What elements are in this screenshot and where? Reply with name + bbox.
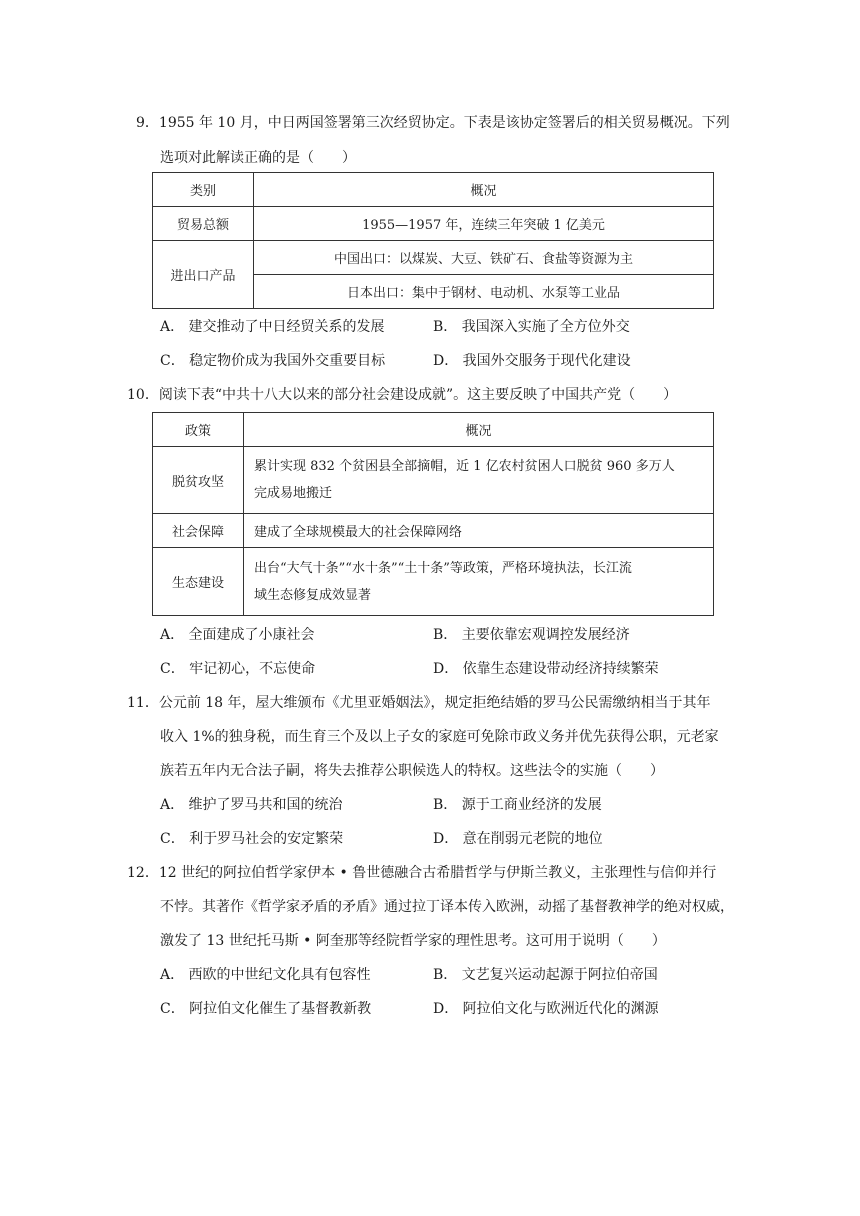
q10-option-a[interactable]: A． 全面建成了小康社会 (160, 627, 315, 643)
q9-row-japan-export: 日本出口：集中于钢材、电动机、水泵等工业品 (254, 275, 714, 309)
q9-option-d[interactable]: D． 我国外交服务于现代化建设 (433, 353, 631, 369)
q12-stem-line3: 激发了 13 世纪托马斯 • 阿奎那等经院哲学家的理性思考。这可用于说明（ ） (160, 933, 666, 949)
q10-row-poverty-line1: 累计实现 832 个贫困县全部摘帽，近 1 亿农村贫困人口脱贫 960 多万人 (254, 459, 675, 474)
q9-row-china-export: 中国出口：以煤炭、大豆、铁矿石、食盐等资源为主 (254, 241, 714, 275)
q10-row-poverty-line2: 完成易地搬迁 (254, 486, 333, 501)
q10-option-b[interactable]: B． 主要依靠宏观调控发展经济 (433, 627, 630, 643)
q10-row-poverty-label: 脱贫攻坚 (153, 447, 244, 514)
q9-option-c[interactable]: C． 稳定物价成为我国外交重要目标 (160, 353, 386, 369)
q10-header-overview: 概况 (244, 413, 714, 447)
q11-stem-line1: 11．公元前 18 年，屋大维颁布《尤里亚婚姻法》，规定拒绝结婚的罗马公民需缴纳相当于其年 (127, 695, 711, 711)
q12-option-c[interactable]: C． 阿拉伯文化催生了基督教新教 (160, 1001, 372, 1017)
q12-option-d[interactable]: D． 阿拉伯文化与欧洲近代化的渊源 (433, 1001, 659, 1017)
q10-option-d[interactable]: D． 依靠生态建设带动经济持续繁荣 (433, 661, 659, 677)
q9-row-total-value: 1955—1957 年，连续三年突破 1 亿美元 (254, 207, 714, 241)
q11-option-b[interactable]: B． 源于工商业经济的发展 (433, 797, 602, 813)
q10-row-security-value: 建成了全球规模最大的社会保障网络 (244, 514, 714, 548)
q9-header-overview: 概况 (254, 173, 714, 207)
q12-option-a[interactable]: A． 西欧的中世纪文化具有包容性 (160, 967, 371, 983)
q9-row-total-label: 贸易总额 (153, 207, 254, 241)
q9-option-b[interactable]: B． 我国深入实施了全方位外交 (433, 319, 630, 335)
q10-row-security-label: 社会保障 (153, 514, 244, 548)
q9-stem-line2: 选项对此解读正确的是（ ） (160, 150, 356, 166)
q10-option-c[interactable]: C． 牢记初心，不忘使命 (160, 661, 316, 677)
q11-stem-line2: 收入 1%的独身税，而生育三个及以上子女的家庭可免除市政义务并优先获得公职，元老家 (160, 729, 719, 745)
q12-stem-line1: 12．12 世纪的阿拉伯哲学家伊本 • 鲁世德融合古希腊哲学与伊斯兰教义，主张理性与信仰并行 (127, 865, 717, 881)
q9-row-products-label: 进出口产品 (153, 241, 254, 309)
q11-option-c[interactable]: C． 利于罗马社会的安定繁荣 (160, 831, 344, 847)
q10-stem-line1: 10．阅读下表“中共十八大以来的部分社会建设成就”。这主要反映了中国共产党（ ） (127, 387, 678, 403)
q10-row-ecology-line2: 域生态修复成效显著 (254, 587, 372, 603)
q10-header-policy: 政策 (153, 413, 244, 447)
q10-table (152, 412, 714, 616)
q12-stem-line2: 不悖。其著作《哲学家矛盾的矛盾》通过拉丁译本传入欧洲，动摇了基督教神学的绝对权威， (160, 899, 734, 915)
q12-option-b[interactable]: B． 文艺复兴运动起源于阿拉伯帝国 (433, 967, 658, 983)
q9-stem-line1: 9．1955 年 10 月，中日两国签署第三次经贸协定。下表是该协定签署后的相关贸易概况。下列 (136, 115, 730, 131)
q11-option-d[interactable]: D． 意在削弱元老院的地位 (433, 831, 603, 847)
q9-option-a[interactable]: A． 建交推动了中日经贸关系的发展 (160, 319, 385, 335)
q9-table (152, 172, 714, 309)
q10-row-ecology-label: 生态建设 (153, 548, 244, 616)
q10-row-ecology-value (244, 548, 714, 616)
q10-row-poverty-value (244, 447, 714, 514)
q9-header-category: 类别 (153, 173, 254, 207)
q11-option-a[interactable]: A． 维护了罗马共和国的统治 (160, 797, 343, 813)
q10-row-ecology-line1: 出台“大气十条”“水十条”“土十条”等政策，严格环境执法，长江流 (254, 560, 632, 576)
q11-stem-line3: 族若五年内无合法子嗣，将失去推荐公职候选人的特权。这些法令的实施（ ） (160, 763, 664, 779)
